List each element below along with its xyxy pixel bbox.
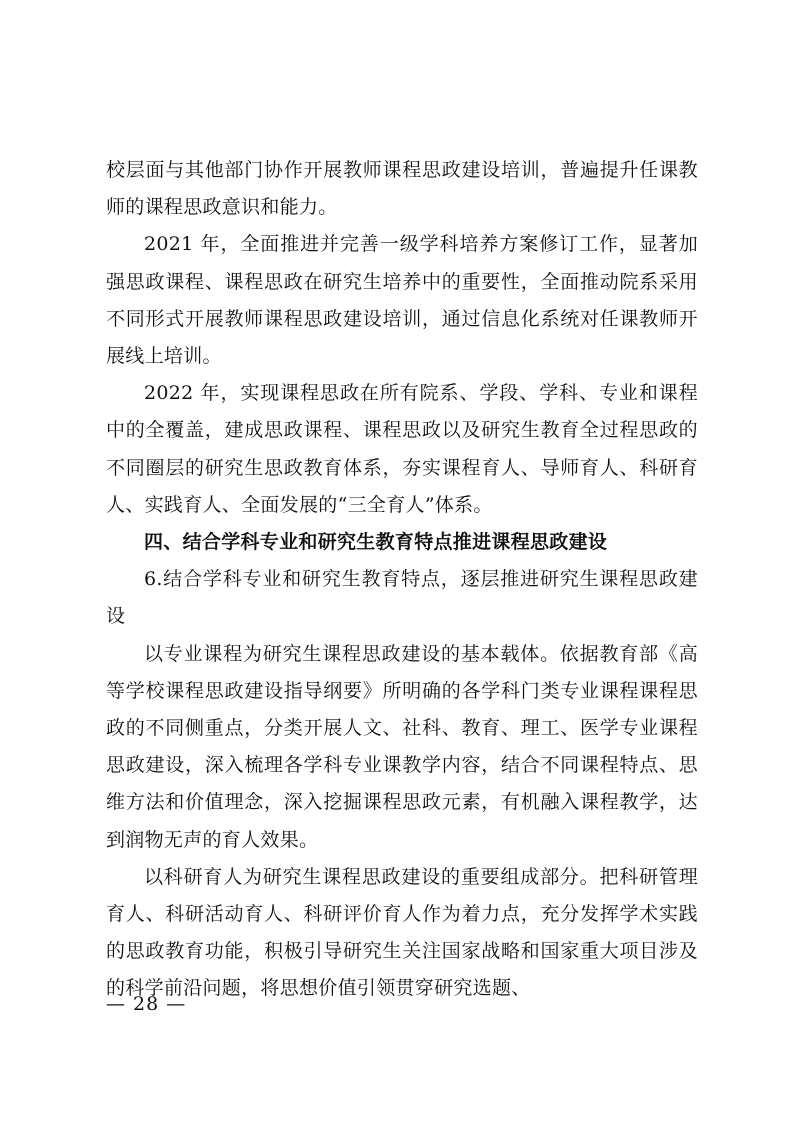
paragraph-2022: 2022 年，实现课程思政在所有院系、学段、学科、专业和课程中的全覆盖，建成思政课程、课程思政以及研究生教育全过程思政的不同圈层的研究生思政教育体系，夯实课程育人、导师育人、科研育人、实践育人、全面发展的“三全育人”体系。 — [106, 382, 698, 516]
paragraph-professional-courses: 以专业课程为研究生课程思政建设的基本载体。依据教育部《高等学校课程思政建设指导纲要》所明确的各学科门类专业课程课程思政的不同侧重点，分类开展人文、社科、教育、理工、医学专业课程思政建设，深入梳理各学科专业课教学内容，结合不同课程特点、思维方法和价值理念，深入挖掘课程思政元素，有机融入课程教学，达到润物无声的育人效果。 — [106, 642, 698, 851]
section-heading: 四、结合学科专业和研究生教育特点推进课程思政建设 — [144, 531, 608, 554]
paragraph-research-education: 以科研育人为研究生课程思政建设的重要组成部分。把科研管理育人、科研活动育人、科研评价育人作为着力点，充分发挥学术实践的思政教育功能，积极引导研究生关注国家战略和国家重大项目涉及的科学前沿问题，将思想价值引领贯穿研究选题、 — [106, 865, 698, 1000]
page-number: — 28 — — [106, 993, 187, 1015]
paragraph-continuation: 校层面与其他部门协作开展教师课程思政建设培训，普遍提升任课教师的课程思政意识和能力。 — [106, 159, 698, 219]
subsection-heading: 6.结合学科专业和研究生教育特点，逐层推进研究生课程思政建设 — [106, 568, 698, 628]
paragraph-2021: 2021 年，全面推进并完善一级学科培养方案修订工作，显著加强思政课程、课程思政在研究生培养中的重要性，全面推动院系采用不同形式开展教师课程思政建设培训，通过信息化系统对任课教师开展线上培训。 — [106, 233, 698, 368]
document-body — [106, 152, 698, 1008]
